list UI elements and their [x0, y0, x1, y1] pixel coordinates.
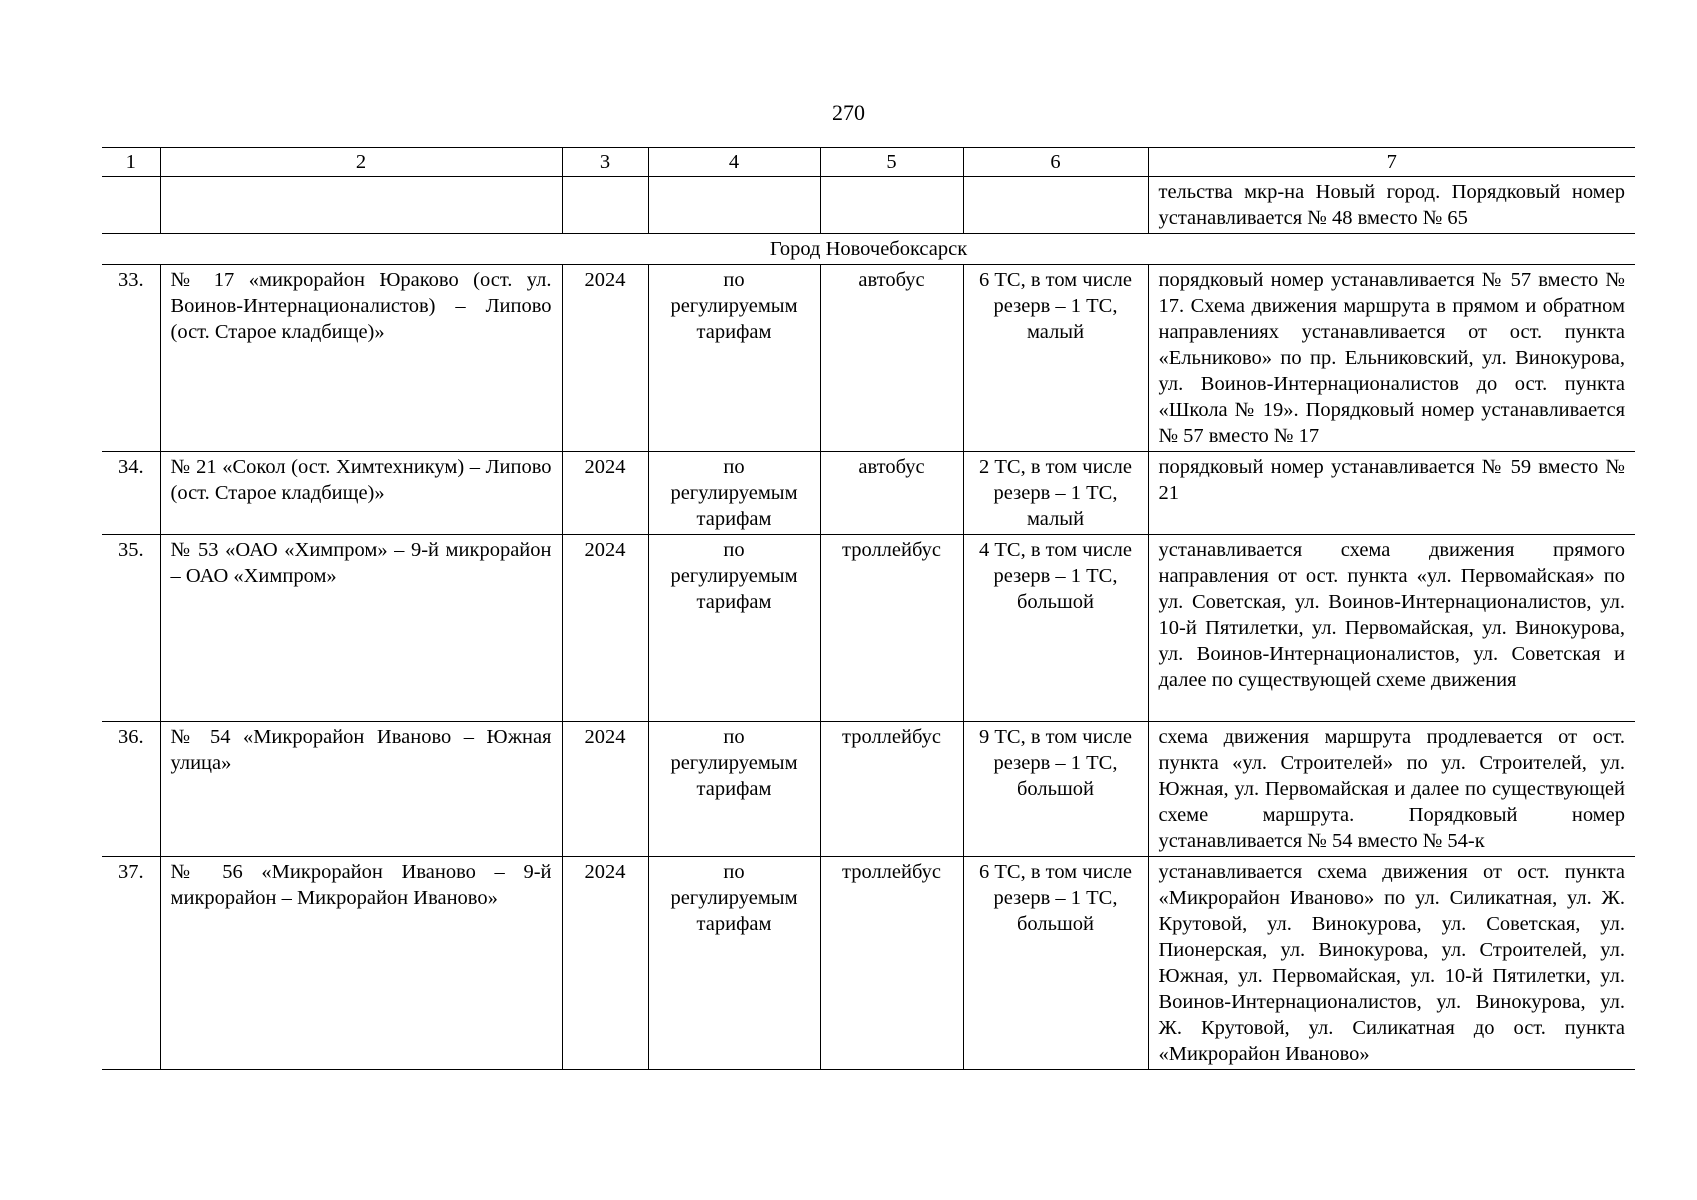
section-row	[102, 234, 1635, 265]
transport-type: троллейбус	[820, 857, 963, 1070]
route-tariff: по регулируемым тарифам	[648, 452, 820, 535]
row-number: 37.	[102, 857, 160, 1070]
route-tariff: по регулируемым тарифам	[648, 265, 820, 452]
routes-table	[102, 147, 1635, 1070]
route-tariff: по регулируемым тарифам	[648, 722, 820, 857]
route-year: 2024	[562, 857, 648, 1070]
route-name: № 21 «Сокол (ост. Химтехникум) – Липово (ост. Старое кладбище)»	[160, 452, 562, 535]
route-note: схема движения маршрута продлевается от ост. пункта «ул. Строителей» по ул. Строителей, ул. Южная, ул. Первомайская и далее по существующей схеме маршрута. Порядковый номер устанавливается № 54 вместо № 54-к	[1148, 722, 1635, 857]
row-number: 34.	[102, 452, 160, 535]
route-year: 2024	[562, 722, 648, 857]
row-number: 36.	[102, 722, 160, 857]
header-col-6: 6	[963, 148, 1148, 177]
transport-type: автобус	[820, 452, 963, 535]
route-note: порядковый номер устанавливается № 57 вместо № 17. Схема движения маршрута в прямом и обратном направлениях устанавливается от ост. пункта «Ельниково» по пр. Ельниковский, ул. Винокурова, ул. Воинов-Интернационалистов до ост. пункта «Школа № 19». Порядковый номер устанавливается № 57 вместо № 17	[1148, 265, 1635, 452]
row-number: 35.	[102, 535, 160, 722]
route-name: № 54 «Микрорайон Иваново – Южная улица»	[160, 722, 562, 857]
table-cell	[562, 177, 648, 234]
table-cell	[648, 177, 820, 234]
table-row	[102, 722, 1635, 857]
route-year: 2024	[562, 535, 648, 722]
table-row	[102, 452, 1635, 535]
header-col-7: 7	[1148, 148, 1635, 177]
route-name: № 17 «микрорайон Юраково (ост. ул. Воинов-Интернационалистов) – Липово (ост. Старое кладбище)»	[160, 265, 562, 452]
route-year: 2024	[562, 452, 648, 535]
header-col-4: 4	[648, 148, 820, 177]
header-col-1: 1	[102, 148, 160, 177]
header-col-5: 5	[820, 148, 963, 177]
transport-type: троллейбус	[820, 722, 963, 857]
route-name: № 56 «Микрорайон Иваново – 9-й микрорайон – Микрорайон Иваново»	[160, 857, 562, 1070]
row-number: 33.	[102, 265, 160, 452]
route-note: устанавливается схема движения от ост. пункта «Микрорайон Иваново» по ул. Силикатная, ул. Ж. Крутовой, ул. Винокурова, ул. Советская, ул. Пионерская, ул. Винокурова, ул. Строителей, ул. Южная, ул. Первомайская, ул. 10-й Пятилетки, ул. Воинов-Интернационалистов, ул. Винокурова, ул. Ж. Крутовой, ул. Силикатная до ост. пункта «Микрорайон Иваново»	[1148, 857, 1635, 1070]
route-note: порядковый номер устанавливается № 59 вместо № 21	[1148, 452, 1635, 535]
vehicle-count: 4 ТС, в том числе резерв – 1 ТС, большой	[963, 535, 1148, 722]
section-title: Город Новочебоксарск	[102, 234, 1635, 265]
route-year: 2024	[562, 265, 648, 452]
route-name: № 53 «ОАО «Химпром» – 9-й микрорайон – ОАО «Химпром»	[160, 535, 562, 722]
route-tariff: по регулируемым тарифам	[648, 535, 820, 722]
vehicle-count: 6 ТС, в том числе резерв – 1 ТС, большой	[963, 857, 1148, 1070]
table-row	[102, 535, 1635, 722]
route-note: устанавливается схема движения прямого направления от ост. пункта «ул. Первомайская» по ул. Советская, ул. Воинов-Интернационалистов, ул. 10-й Пятилетки, ул. Первомайская, ул. Винокурова, ул. Воинов-Интернационалистов, ул. Советская и далее по существующей схеме движения	[1148, 535, 1635, 722]
route-tariff: по регулируемым тарифам	[648, 857, 820, 1070]
table-row	[102, 265, 1635, 452]
vehicle-count: 9 ТС, в том числе резерв – 1 ТС, большой	[963, 722, 1148, 857]
page-number: 270	[832, 100, 865, 125]
continuation-note: тельства мкр-на Новый город. Порядковый номер устанавливается № 48 вместо № 65	[1148, 177, 1635, 234]
vehicle-count: 2 ТС, в том числе резерв – 1 ТС, малый	[963, 452, 1148, 535]
transport-type: автобус	[820, 265, 963, 452]
vehicle-count: 6 ТС, в том числе резерв – 1 ТС, малый	[963, 265, 1148, 452]
table-cell	[102, 177, 160, 234]
continuation-row	[102, 177, 1635, 234]
table-cell	[820, 177, 963, 234]
header-col-3: 3	[562, 148, 648, 177]
header-col-2: 2	[160, 148, 562, 177]
table-cell	[160, 177, 562, 234]
transport-type: троллейбус	[820, 535, 963, 722]
header-row	[102, 148, 1635, 177]
table-cell	[963, 177, 1148, 234]
table-row	[102, 857, 1635, 1070]
